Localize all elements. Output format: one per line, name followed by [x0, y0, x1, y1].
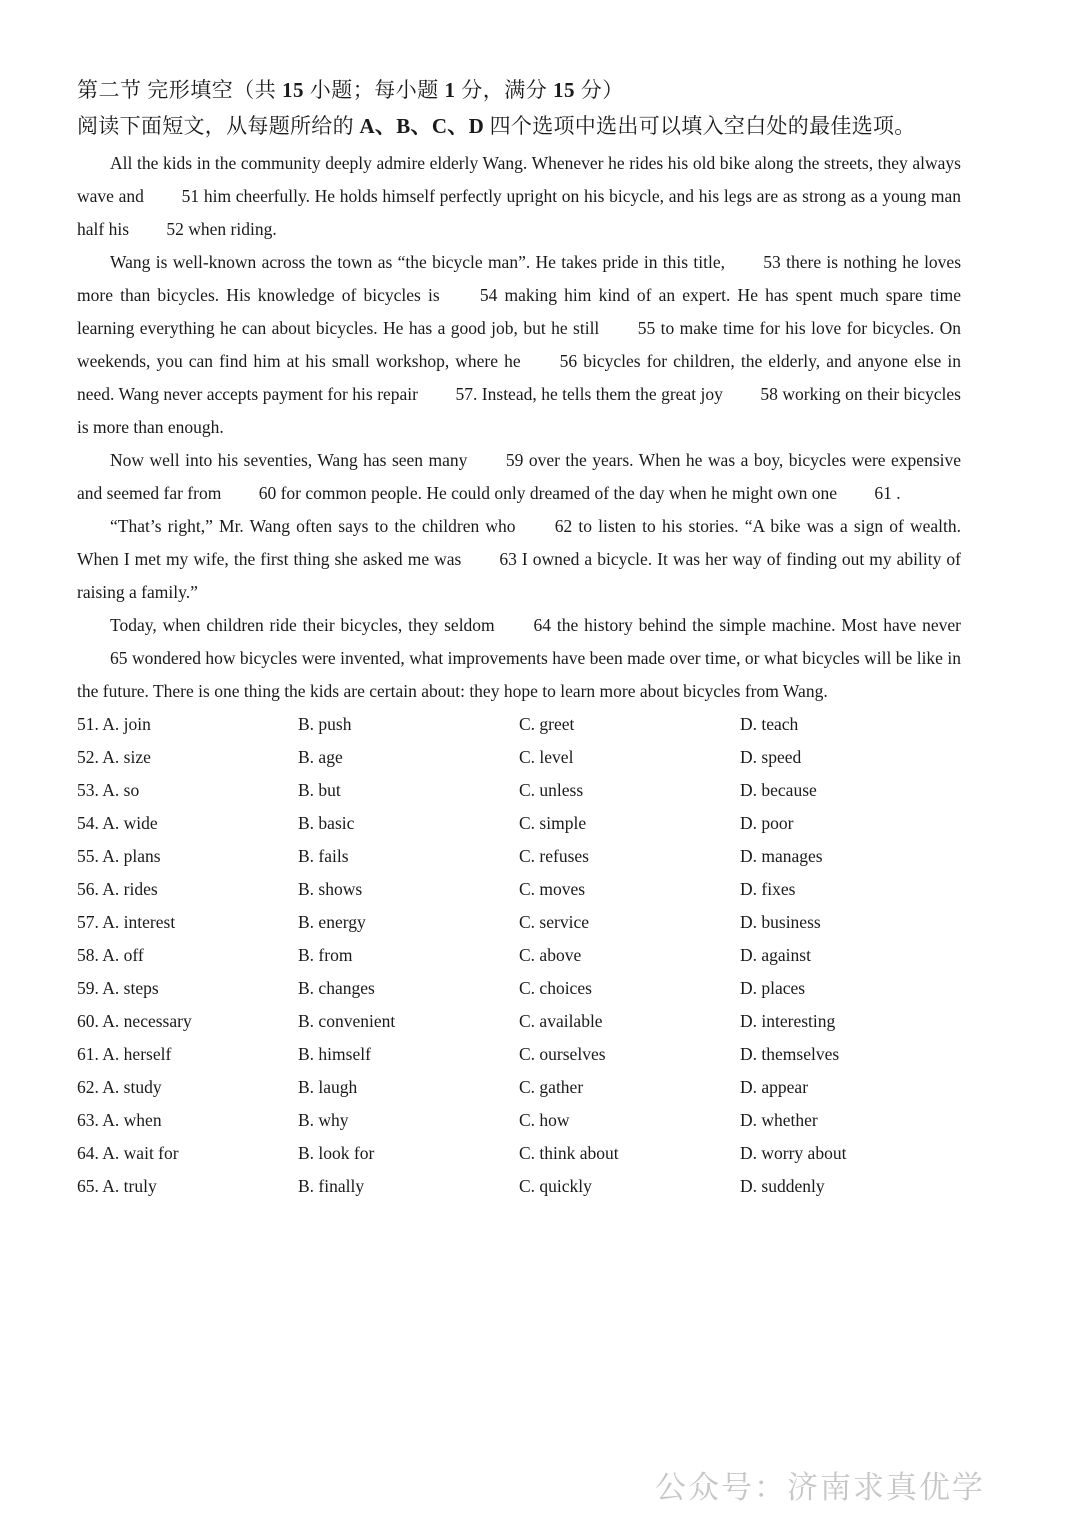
passage — [77, 147, 961, 708]
paragraph-2 — [77, 246, 961, 444]
option-row — [77, 1038, 961, 1071]
option-a: 61. A. herself — [77, 1044, 172, 1064]
passage-text: All the kids in the community deeply admire elderly Wang. Whenever he rides his old bike along the streets, they always wave and — [77, 153, 961, 206]
passage-text: I owned a bicycle. It was her way of finding out my ability of raising a family.” — [77, 549, 961, 602]
blank-64: 64 — [533, 615, 552, 635]
blank-55: 55 — [637, 318, 656, 338]
option-row — [77, 939, 961, 972]
options-list — [77, 708, 961, 1203]
option-c: C. ourselves — [519, 1044, 606, 1064]
option-a: 55. A. plans — [77, 846, 161, 866]
option-c: C. available — [519, 1011, 603, 1031]
paragraph-5 — [77, 609, 961, 708]
passage-text: making him kind of an expert. He has spent much spare time learning everything he can about bicycles. He has a good job, but he still — [77, 285, 961, 338]
option-a: 54. A. wide — [77, 813, 158, 833]
option-d: D. fixes — [740, 879, 796, 899]
heading-text: 分） — [575, 78, 624, 102]
option-c: C. above — [519, 945, 582, 965]
blank-60: 60 — [258, 483, 277, 503]
option-c: C. greet — [519, 714, 575, 734]
passage-text: the history behind the simple machine. Most have never — [556, 615, 962, 635]
option-row — [77, 1071, 961, 1104]
passage-text: Today, when children ride their bicycles, they seldom — [110, 615, 495, 635]
option-d: D. appear — [740, 1077, 809, 1097]
option-row — [77, 807, 961, 840]
blank-56: 56 — [559, 351, 578, 371]
heading-text: 分，满分 — [455, 78, 553, 102]
option-row — [77, 840, 961, 873]
option-d: D. against — [740, 945, 811, 965]
heading-text: 小题；每小题 — [304, 78, 445, 102]
passage-text: “That’s right,” Mr. Wang often says to the children who — [110, 516, 516, 536]
passage-text: Wang is well-known across the town as “the bicycle man”. He takes pride in this title, — [110, 252, 725, 272]
passage-text: bicycles for children, the elderly, and anyone else in need. Wang never accepts payment for his repair — [77, 351, 961, 404]
option-d: D. worry about — [740, 1143, 847, 1163]
option-a: 52. A. size — [77, 747, 151, 767]
section-heading — [77, 74, 961, 107]
blank-65: 65 — [110, 648, 128, 668]
option-d: D. teach — [740, 714, 799, 734]
heading-text: 第二节 完形填空（共 — [77, 78, 282, 102]
instruction-options: A、B、C、D — [359, 114, 485, 138]
option-d: D. speed — [740, 747, 802, 767]
option-d: D. whether — [740, 1110, 818, 1130]
option-a: 57. A. interest — [77, 912, 176, 932]
blank-62: 62 — [554, 516, 573, 536]
passage-text: him cheerfully. He holds himself perfectly upright on his bicycle, and his legs are as strong as a young man half his — [77, 186, 961, 239]
option-d: D. suddenly — [740, 1176, 825, 1196]
option-c: C. simple — [519, 813, 587, 833]
option-b: B. age — [298, 747, 343, 767]
option-b: B. convenient — [298, 1011, 396, 1031]
heading-total: 15 — [553, 78, 575, 102]
option-b: B. energy — [298, 912, 366, 932]
option-c: C. moves — [519, 879, 586, 899]
option-a: 64. A. wait for — [77, 1143, 179, 1163]
option-b: B. from — [298, 945, 353, 965]
option-row — [77, 1170, 961, 1203]
option-b: B. push — [298, 714, 352, 734]
passage-text: wondered how bicycles were invented, what improvements have been made over time, or what bicycles will be like in the future. There is one thing the kids are certain about: they hope to learn more about bicycles from Wang. — [77, 648, 961, 701]
option-c: C. level — [519, 747, 574, 767]
blank-59: 59 — [505, 450, 524, 470]
option-a: 63. A. when — [77, 1110, 162, 1130]
option-d: D. poor — [740, 813, 794, 833]
option-a: 62. A. study — [77, 1077, 162, 1097]
option-b: B. look for — [298, 1143, 375, 1163]
option-d: D. because — [740, 780, 817, 800]
option-a: 60. A. necessary — [77, 1011, 192, 1031]
option-row — [77, 873, 961, 906]
blank-57: 57 — [455, 384, 473, 404]
blank-53: 53 — [763, 252, 781, 272]
heading-score-each: 1 — [444, 78, 456, 102]
paragraph-4 — [77, 510, 961, 609]
option-c: C. service — [519, 912, 589, 932]
passage-text: there is nothing he loves more than bicycles. His knowledge of bicycles is — [77, 252, 962, 305]
option-b: B. why — [298, 1110, 349, 1130]
option-b: B. but — [298, 780, 341, 800]
paragraph-1 — [77, 147, 961, 246]
blank-54: 54 — [479, 285, 498, 305]
blank-61: 61 — [874, 483, 892, 503]
option-row — [77, 1104, 961, 1137]
option-b: B. finally — [298, 1176, 365, 1196]
option-a: 58. A. off — [77, 945, 144, 965]
option-c: C. think about — [519, 1143, 619, 1163]
heading-count: 15 — [282, 78, 304, 102]
option-c: C. unless — [519, 780, 584, 800]
option-row — [77, 708, 961, 741]
passage-text: Now well into his seventies, Wang has seen many — [110, 450, 468, 470]
passage-text: to listen to his stories. “A bike was a sign of wealth. When I met my wife, the first thing she asked me was — [77, 516, 961, 569]
passage-text: to make time for his love for bicycles. On weekends, you can find him at his small workshop, where he — [77, 318, 962, 371]
paragraph-3 — [77, 444, 961, 510]
option-c: C. refuses — [519, 846, 589, 866]
instruction-text: 阅读下面短文，从每题所给的 — [77, 114, 360, 138]
passage-text: . — [896, 483, 901, 503]
option-row — [77, 972, 961, 1005]
option-c: C. choices — [519, 978, 592, 998]
option-b: B. basic — [298, 813, 355, 833]
option-d: D. business — [740, 912, 821, 932]
option-row — [77, 1005, 961, 1038]
passage-text: when riding. — [188, 219, 277, 239]
option-b: B. fails — [298, 846, 349, 866]
passage-text: working on their bicycles is more than enough. — [77, 384, 961, 437]
option-row — [77, 741, 961, 774]
option-d: D. manages — [740, 846, 823, 866]
blank-58: 58 — [760, 384, 778, 404]
option-row — [77, 774, 961, 807]
blank-52: 52 — [166, 219, 184, 239]
option-row — [77, 1137, 961, 1170]
option-a: 56. A. rides — [77, 879, 158, 899]
option-a: 59. A. steps — [77, 978, 159, 998]
passage-text: over the years. When he was a boy, bicycles were expensive and seemed far from — [77, 450, 962, 503]
blank-51: 51 — [181, 186, 200, 206]
instruction-text: 四个选项中选出可以填入空白处的最佳选项。 — [484, 114, 916, 138]
option-c: C. how — [519, 1110, 570, 1130]
option-c: C. quickly — [519, 1176, 592, 1196]
passage-text: . Instead, he tells them the great joy — [472, 384, 723, 404]
option-b: B. himself — [298, 1044, 371, 1064]
option-c: C. gather — [519, 1077, 584, 1097]
option-b: B. laugh — [298, 1077, 358, 1097]
option-b: B. changes — [298, 978, 375, 998]
option-a: 51. A. join — [77, 714, 151, 734]
blank-63: 63 — [499, 549, 517, 569]
option-d: D. interesting — [740, 1011, 836, 1031]
watermark: 公众号：济南求真优学 — [655, 1470, 985, 1506]
option-d: D. places — [740, 978, 806, 998]
option-a: 53. A. so — [77, 780, 140, 800]
passage-text: for common people. He could only dreamed of the day when he might own one — [280, 483, 838, 503]
instructions — [77, 110, 961, 143]
option-a: 65. A. truly — [77, 1176, 157, 1196]
option-row — [77, 906, 961, 939]
exam-page — [77, 74, 961, 1203]
option-b: B. shows — [298, 879, 363, 899]
option-d: D. themselves — [740, 1044, 840, 1064]
